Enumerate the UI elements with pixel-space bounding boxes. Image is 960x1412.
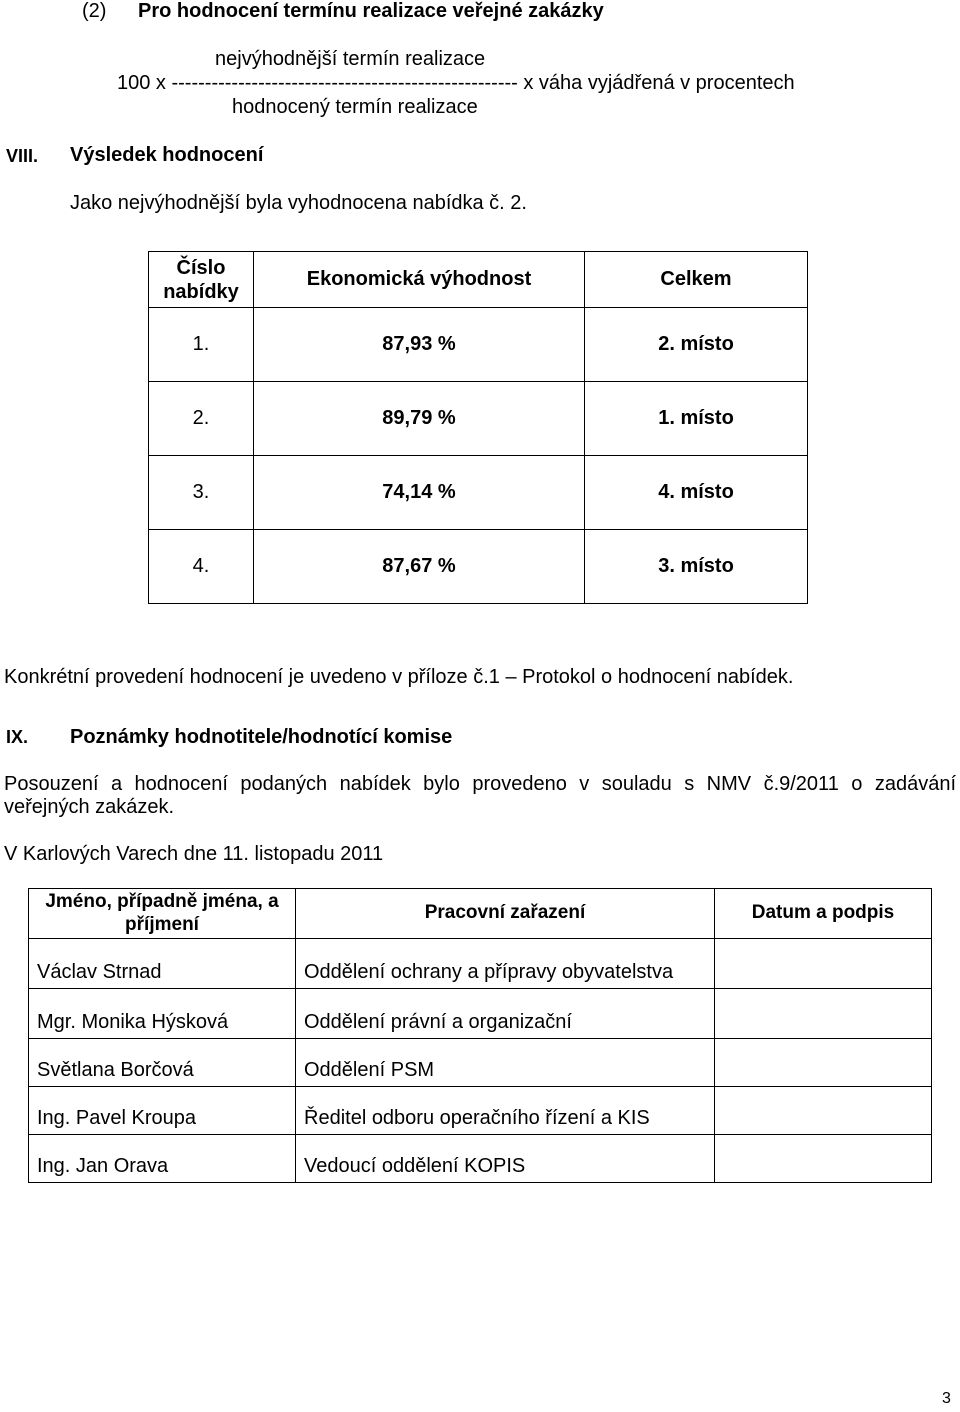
- economic-advantage: 74,14 %: [254, 456, 585, 530]
- economic-advantage: 89,79 %: [254, 382, 585, 456]
- result-table: [148, 251, 808, 604]
- table-row: [149, 382, 808, 456]
- header-offer-number: Číslo nabídky: [149, 252, 254, 308]
- table-row: [149, 530, 808, 604]
- section-viii-number: VIII.: [6, 146, 39, 166]
- formula-numerator: nejvýhodnější termín realizace: [215, 48, 486, 70]
- person-position: Oddělení PSM: [296, 1039, 715, 1087]
- header-name: Jméno, případně jména, a příjmení: [29, 889, 296, 939]
- formula-denominator: hodnocený termín realizace: [232, 96, 478, 118]
- remarks-line-2: veřejných zakázek.: [4, 796, 175, 818]
- remarks-line-1: Posouzení a hodnocení podaných nabídek bylo provedeno v souladu s NMV č.9/2011 o zadávání: [4, 773, 956, 795]
- table-row: [29, 1135, 932, 1183]
- economic-advantage: 87,67 %: [254, 530, 585, 604]
- table-row: [29, 939, 932, 989]
- signatures-table: [28, 888, 932, 1183]
- person-name: Ing. Jan Orava: [29, 1135, 296, 1183]
- person-position: Ředitel odboru operačního řízení a KIS: [296, 1087, 715, 1135]
- table-row: [149, 456, 808, 530]
- signature-cell: [715, 1039, 932, 1087]
- header-date-signature: Datum a podpis: [715, 889, 932, 939]
- total-rank: 1. místo: [585, 382, 808, 456]
- total-rank: 3. místo: [585, 530, 808, 604]
- signatures-table-header: [29, 889, 932, 939]
- offer-number: 2.: [149, 382, 254, 456]
- formula-line: 100 x ---------------------------------------------------- x váha vyjádřená v procentech: [117, 72, 795, 94]
- person-name: Mgr. Monika Hýsková: [29, 989, 296, 1039]
- offer-number: 4.: [149, 530, 254, 604]
- table-row: [29, 1039, 932, 1087]
- result-table-header: [149, 252, 808, 308]
- signature-cell: [715, 939, 932, 989]
- offer-number: 1.: [149, 308, 254, 382]
- place-and-date: V Karlových Varech dne 11. listopadu 2011: [4, 843, 384, 865]
- offer-number: 3.: [149, 456, 254, 530]
- person-position: Vedoucí oddělení KOPIS: [296, 1135, 715, 1183]
- item-title: Pro hodnocení termínu realizace veřejné zakázky: [138, 0, 604, 22]
- section-ix-number: IX.: [6, 727, 29, 747]
- table-row: [29, 1087, 932, 1135]
- signature-cell: [715, 1087, 932, 1135]
- person-name: Ing. Pavel Kroupa: [29, 1087, 296, 1135]
- header-economic-advantage: Ekonomická výhodnost: [254, 252, 585, 308]
- total-rank: 4. místo: [585, 456, 808, 530]
- person-name: Světlana Borčová: [29, 1039, 296, 1087]
- header-position: Pracovní zařazení: [296, 889, 715, 939]
- signature-cell: [715, 1135, 932, 1183]
- page-number: 3: [942, 1390, 951, 1407]
- table-row: [149, 308, 808, 382]
- section-ix-title: Poznámky hodnotitele/hodnotící komise: [70, 726, 453, 748]
- evaluation-note: Konkrétní provedení hodnocení je uvedeno v příloze č.1 – Protokol o hodnocení nabídek.: [4, 666, 794, 688]
- person-position: Oddělení právní a organizační: [296, 989, 715, 1039]
- person-position: Oddělení ochrany a přípravy obyvatelstva: [296, 939, 715, 989]
- person-name: Václav Strnad: [29, 939, 296, 989]
- result-intro: Jako nejvýhodnější byla vyhodnocena nabídka č. 2.: [70, 192, 527, 214]
- table-row: [29, 989, 932, 1039]
- economic-advantage: 87,93 %: [254, 308, 585, 382]
- header-total: Celkem: [585, 252, 808, 308]
- total-rank: 2. místo: [585, 308, 808, 382]
- section-viii-title: Výsledek hodnocení: [70, 144, 264, 166]
- signature-cell: [715, 989, 932, 1039]
- item-number: (2): [82, 0, 107, 22]
